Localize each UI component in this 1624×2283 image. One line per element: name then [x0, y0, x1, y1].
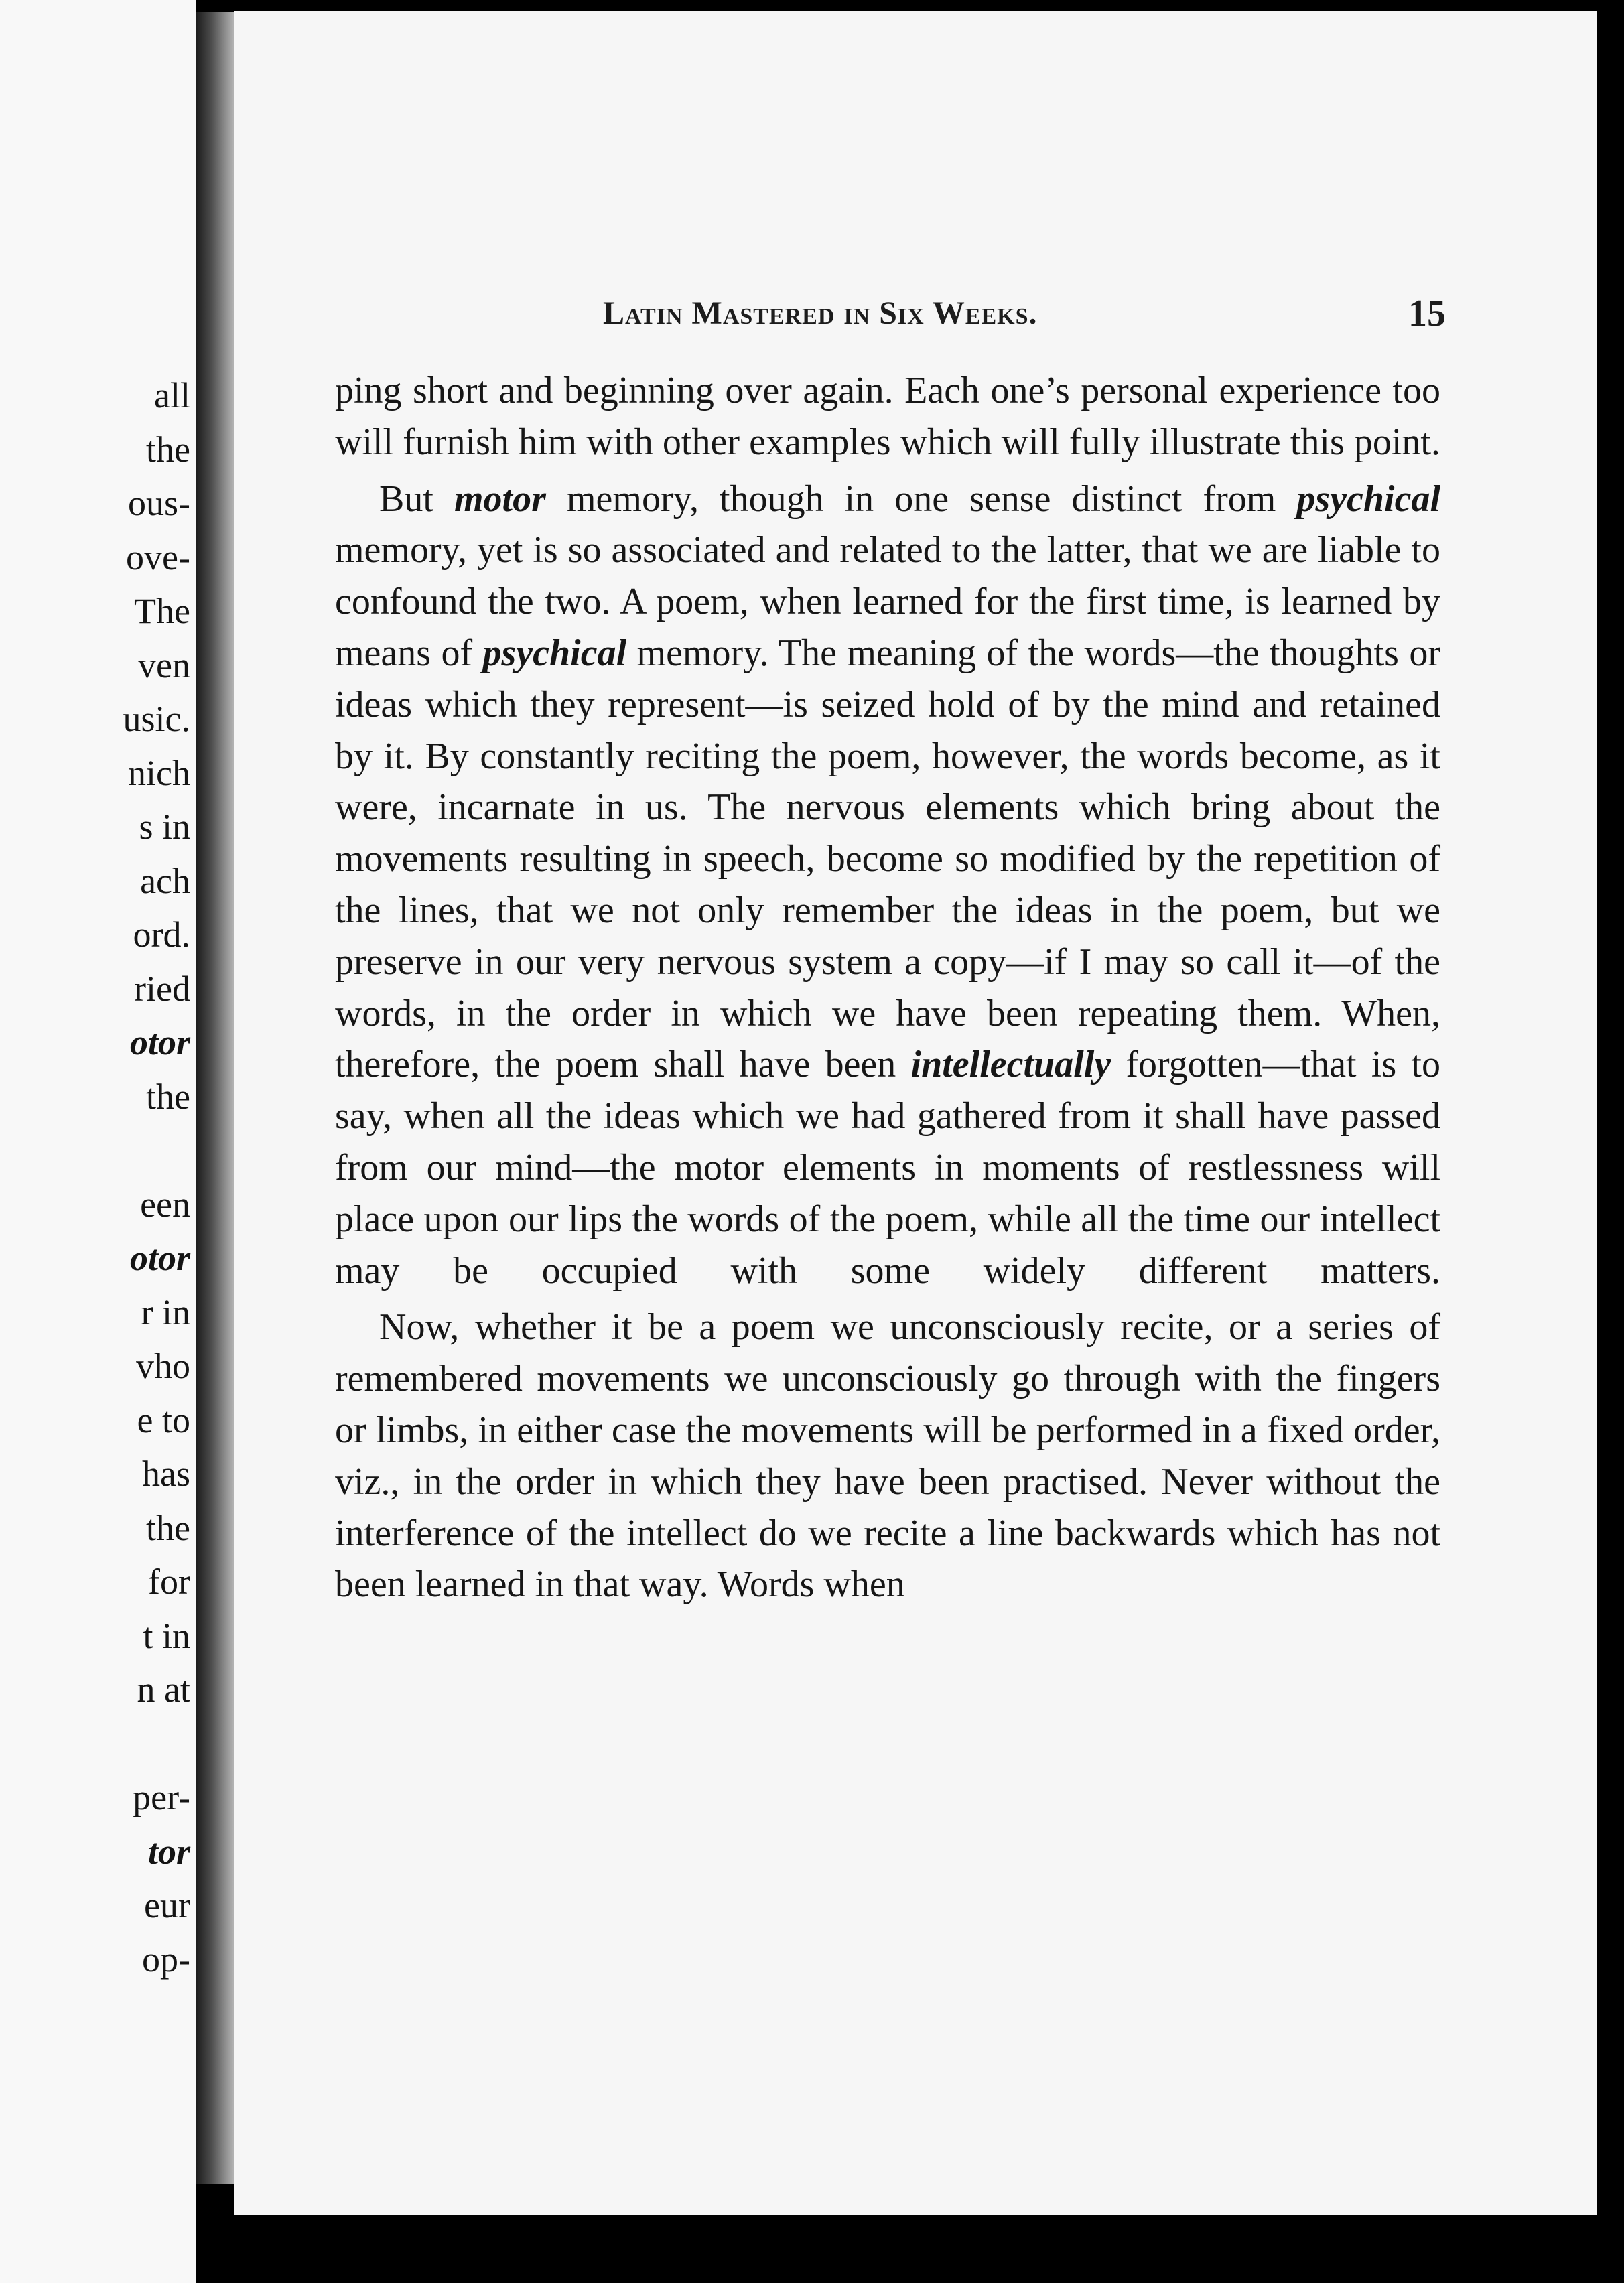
facing-page-fragment: nich	[128, 752, 190, 793]
italic-emphasis: intellectually	[910, 1044, 1111, 1086]
facing-page-fragment: the	[146, 1507, 190, 1548]
book-gutter-shadow	[196, 12, 236, 2196]
facing-page-fragment: per-	[133, 1777, 190, 1817]
facing-page-fragment: for	[148, 1562, 190, 1602]
running-head: Latin Mastered in Six Weeks.	[603, 295, 1038, 331]
facing-page-fragment: op-	[142, 1939, 190, 1980]
text-run: But	[379, 478, 454, 520]
paragraph-3	[335, 1302, 1440, 1610]
facing-page-fragment: ven	[138, 644, 190, 685]
facing-page-fragment: n at	[137, 1669, 190, 1710]
text-run: Now, whether it be a poem we unconsciously recite, or a series of remembered movements we unconsciously go through with the fingers or limbs, in either case the movements will be performed in a fixed order, viz., in the order in which they have been practised. Never without the interference of the intellect do we recite a line backwards which has not been learned in that way. Words when	[335, 1306, 1440, 1606]
facing-page-fragment: ove-	[126, 537, 190, 577]
italic-emphasis: psychical	[482, 632, 627, 674]
text-run: ping short and beginning over again. Each one’s personal experience too will furnish him with other examples which will fully illustrate this point.	[335, 370, 1440, 463]
facing-page-fragment: the	[146, 1076, 190, 1117]
facing-page-fragment: ried	[134, 968, 190, 1009]
body-text	[335, 365, 1440, 1610]
facing-page-fragment: vho	[136, 1346, 190, 1386]
facing-page-fragment: has	[142, 1454, 190, 1494]
text-run: memory, yet is so associated and related to the latter, that we are liable to confound the two. A poem, when learned for the first time, is learned by means of	[335, 529, 1440, 674]
facing-page-fragment: the	[146, 429, 190, 470]
facing-page-fragment: t in	[143, 1615, 190, 1656]
facing-page-fragment: een	[140, 1184, 190, 1225]
text-run: memory. The meaning of the words—the thoughts or ideas which they represent—is seized hold of by the mind and retained by it. By constantly reciting the poem, however, the words become, as it were, incarnate in us. The nervous elements which bring about the movements resulting in speech, become so modified by the repetition of the lines, that we not only remember the ideas in the poem, but we preserve in our very nervous system a copy—if I may so call it—of the words, in the order in which we have been repeating them. When, therefore, the poem shall have been	[335, 632, 1441, 1086]
facing-page-fragment: all	[154, 375, 190, 415]
text-run: memory, though in one sense distinct from	[545, 478, 1297, 520]
paragraph-1	[335, 365, 1440, 468]
paragraph-2	[335, 474, 1440, 1297]
facing-page-fragment: s in	[139, 807, 190, 847]
facing-page-fragment: ous-	[128, 483, 190, 523]
facing-page	[0, 0, 196, 2283]
italic-emphasis: psychical	[1296, 478, 1440, 520]
facing-page-fragment: otor	[129, 1022, 190, 1062]
facing-page-fragment: eur	[144, 1885, 190, 1925]
facing-page-fragment: r in	[141, 1292, 190, 1332]
facing-page-fragment: usic.	[123, 699, 190, 739]
facing-page-fragment: ach	[140, 860, 190, 901]
facing-page-fragment: e to	[137, 1399, 190, 1440]
italic-emphasis: motor	[454, 478, 546, 520]
facing-page-fragment: otor	[129, 1238, 190, 1278]
scan-right-edge	[1597, 0, 1624, 2283]
page-number: 15	[1408, 293, 1446, 334]
facing-page-fragment: tor	[147, 1831, 190, 1872]
text-run: forgotten—that is to say, when all the ideas which we had gathered from it shall have passed from our mind—the motor elements in moments of restlessness will place upon our lips the words of the poem, while all the time our intellect may be occupied with some widely different matters.	[335, 1044, 1440, 1292]
facing-page-fragment: The	[134, 591, 190, 631]
facing-page-fragment: ord.	[133, 914, 190, 955]
